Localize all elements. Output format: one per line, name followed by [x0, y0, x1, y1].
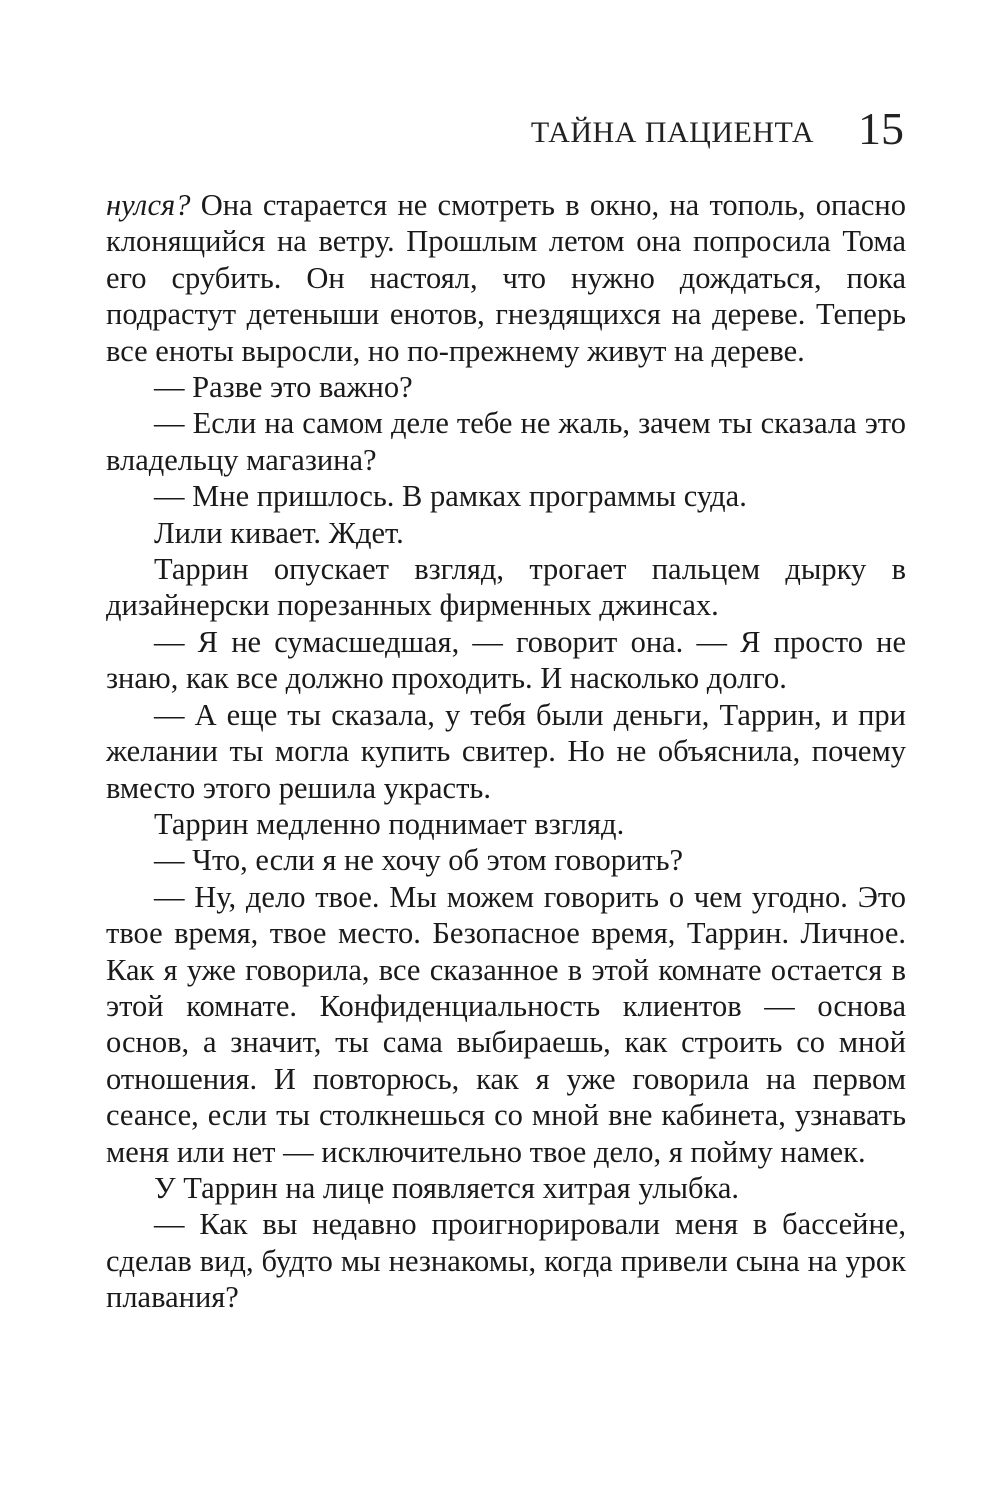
paragraph: — Что, если я не хочу об этом говорить? [154, 843, 684, 878]
page-number: 15 [858, 103, 904, 154]
paragraph: Таррин опускает взгляд, трогает пальцем дырку в дизайнерски порезанных фирменных джинсах. [106, 552, 906, 623]
paragraph: — Мне пришлось. В рамках программы суда. [154, 479, 747, 514]
paragraph: Таррин медленно поднимает взгляд. [154, 806, 625, 841]
paragraph: — Разве это важно? [154, 370, 413, 405]
page-header [0, 102, 1000, 162]
body-text [106, 187, 906, 1316]
paragraph: — А еще ты сказала, у тебя были деньги, Таррин, и при желании ты могла купить свитер. Но не объяснила, почему вместо этого решила украсть. [106, 697, 906, 805]
paragraph: У Таррин на лице появляется хитрая улыбка. [154, 1170, 739, 1205]
paragraph: — Ну, дело твое. Мы можем говорить о чем угодно. Это твое время, твое место. Безопасное время, Таррин. Личное. Как я уже говорила, все сказанное в этой комнате остается в этой комнате. Конфиденциальность клиентов — основа основ, а значит, ты сама выбираешь, как строить со мной отношения. И повторюсь, как я уже говорила на первом сеансе, если ты столкнешься со мной вне кабинета, узнавать меня или нет — исключительно твое дело, я пойму намек. [106, 879, 906, 1169]
running-title: ТАЙНА ПАЦИЕНТА [530, 116, 814, 149]
italic-lead: нулся? [106, 188, 191, 222]
paragraph: Лили кивает. Ждет. [154, 515, 404, 550]
paragraph-text: Она старается не смотреть в окно, на тополь, опасно клонящийся на ветру. Прошлым летом она попросила Тома его срубить. Он настоял, что нужно дождаться, пока подрастут детеныши енотов, гнездящихся на дереве. Теперь все еноты выросли, но по-прежнему живут на дереве. [106, 188, 906, 368]
paragraph: — Я не сумасшедшая, — говорит она. — Я просто не знаю, как все должно проходить. И насколько долго. [106, 624, 906, 696]
paragraph: — Если на самом деле тебе не жаль, зачем ты сказала это владельцу магазина? [106, 406, 906, 477]
paragraph [106, 187, 906, 369]
paragraph: — Как вы недавно проигнорировали меня в бассейне, сделав вид, будто мы незнакомы, когда привели сына на урок плавания? [106, 1207, 906, 1315]
